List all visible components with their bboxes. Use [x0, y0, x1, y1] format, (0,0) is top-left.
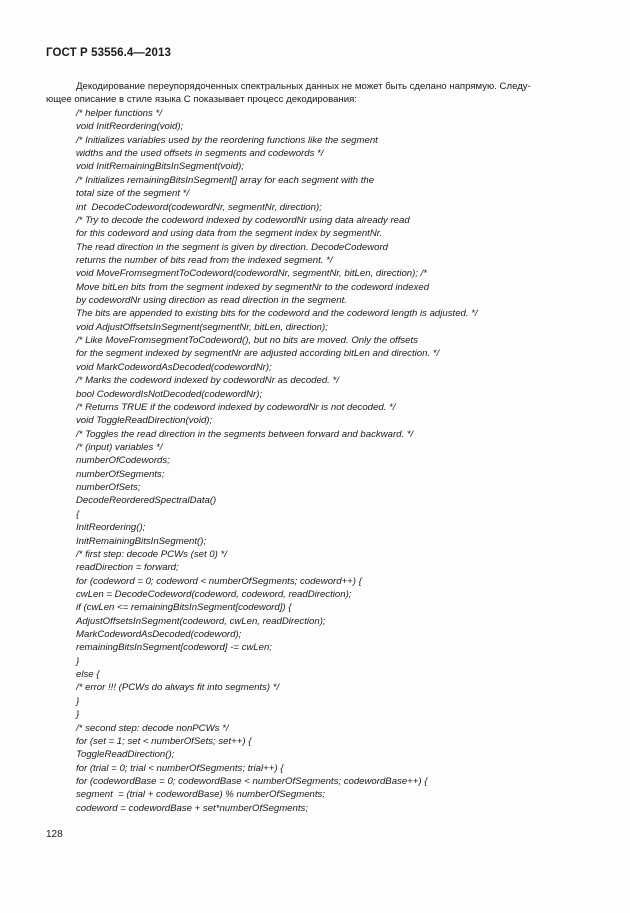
code-line: void AdjustOffsetsInSegment(segmentNr, bitLen, direction);	[76, 321, 328, 333]
code-line: for (codewordBase = 0; codewordBase < numberOfSegments; codewordBase++) {	[76, 775, 428, 787]
code-line: readDirection = forward;	[76, 562, 179, 574]
code-line: numberOfCodewords;	[76, 455, 170, 467]
code-line: Move bitLen bits from the segment indexed by segmentNr to the codeword indexed	[76, 281, 430, 293]
code-line: else {	[76, 669, 100, 681]
code-line: }	[76, 655, 80, 667]
code-line: segment = (trial + codewordBase) % numberOfSegments;	[76, 789, 326, 801]
code-line: if (cwLen <= remainingBitsInSegment[codeword]) {	[76, 602, 292, 614]
code-line: /* (input) variables */	[76, 441, 163, 453]
code-line: The bits are appended to existing bits for the codeword and the codeword length is adjusted. */	[76, 308, 478, 320]
code-line: void MarkCodewordAsDecoded(codewordNr);	[76, 361, 272, 373]
code-line: cwLen = DecodeCodeword(codeword, codeword, readDirection);	[76, 588, 352, 600]
code-line: /* Like MoveFromsegmentToCodeword(), but no bits are moved. Only the offsets	[76, 335, 418, 347]
code-line: void InitRemainingBitsInSegment(void);	[76, 161, 244, 173]
code-line: {	[76, 508, 80, 520]
code-line: /* Toggles the read direction in the segments between forward and backward. */	[76, 428, 414, 440]
page-number: 128	[46, 829, 63, 840]
code-line: void ToggleReadDirection(void);	[76, 415, 213, 427]
code-line: /* first step: decode PCWs (set 0) */	[76, 548, 227, 560]
intro-paragraph	[46, 80, 591, 106]
code-line: The read direction in the segment is given by direction. DecodeCodeword	[76, 241, 388, 253]
code-line: bool CodewordIsNotDecoded(codewordNr);	[76, 388, 263, 400]
code-line: widths and the used offsets in segments and codewords */	[76, 148, 324, 160]
code-line: for (set = 1; set < numberOfSets; set++) {	[76, 735, 252, 747]
code-line: InitRemainingBitsInSegment();	[76, 535, 207, 547]
intro-line-1: Декодирование переупорядоченных спектральных данных не может быть сделано напрямую. Следу-	[76, 81, 531, 92]
code-line: /* second step: decode nonPCWs */	[76, 722, 229, 734]
code-line: remainingBitsInSegment[codeword] -= cwLen;	[76, 642, 272, 654]
code-line: total size of the segment */	[76, 188, 190, 200]
code-line: /* helper functions */	[76, 108, 162, 119]
code-line: InitReordering();	[76, 522, 146, 534]
code-line: /* error !!! (PCWs do always fit into segments) */	[76, 682, 280, 694]
code-line: /* Initializes remainingBitsInSegment[] array for each segment with the	[76, 174, 375, 186]
code-line: /* Initializes variables used by the reordering functions like the segment	[76, 134, 378, 146]
code-line: for (codeword = 0; codeword < numberOfSegments; codeword++) {	[76, 575, 362, 587]
code-line: void InitReordering(void);	[76, 121, 184, 133]
code-line: AdjustOffsetsInSegment(codeword, cwLen, readDirection);	[76, 615, 326, 627]
code-line: /* Try to decode the codeword indexed by codewordNr using data already read	[76, 214, 410, 226]
code-line: numberOfSets;	[76, 482, 141, 494]
code-line: for (trial = 0; trial < numberOfSegments; trial++) {	[76, 762, 284, 774]
code-line: by codewordNr using direction as read direction in the segment.	[76, 295, 347, 307]
code-line: void MoveFromsegmentToCodeword(codewordNr, segmentNr, bitLen, direction); /*	[76, 268, 428, 280]
code-line: numberOfSegments;	[76, 468, 165, 480]
code-listing	[76, 107, 596, 815]
code-line: codeword = codewordBase + set*numberOfSegments;	[76, 802, 308, 814]
code-line: returns the number of bits read from the indexed segment. */	[76, 254, 333, 266]
intro-line-2: ющее описание в стиле языка C показывает процесс декодирования:	[46, 94, 357, 105]
code-line: for the segment indexed by segmentNr are adjusted according bitLen and direction. */	[76, 348, 440, 360]
code-line: }	[76, 709, 80, 721]
code-line: ToggleReadDirection();	[76, 749, 175, 761]
code-line: int DecodeCodeword(codewordNr, segmentNr, direction);	[76, 201, 322, 213]
code-line: DecodeReorderedSpectralData()	[76, 495, 217, 507]
code-line: /* Marks the codeword indexed by codewordNr as decoded. */	[76, 375, 339, 387]
code-line: }	[76, 695, 80, 707]
code-line: MarkCodewordAsDecoded(codeword);	[76, 629, 242, 641]
document-header: ГОСТ Р 53556.4—2013	[46, 47, 171, 59]
code-line: /* Returns TRUE if the codeword indexed by codewordNr is not decoded. */	[76, 401, 396, 413]
code-line: for this codeword and using data from the segment index by segmentNr.	[76, 228, 383, 240]
